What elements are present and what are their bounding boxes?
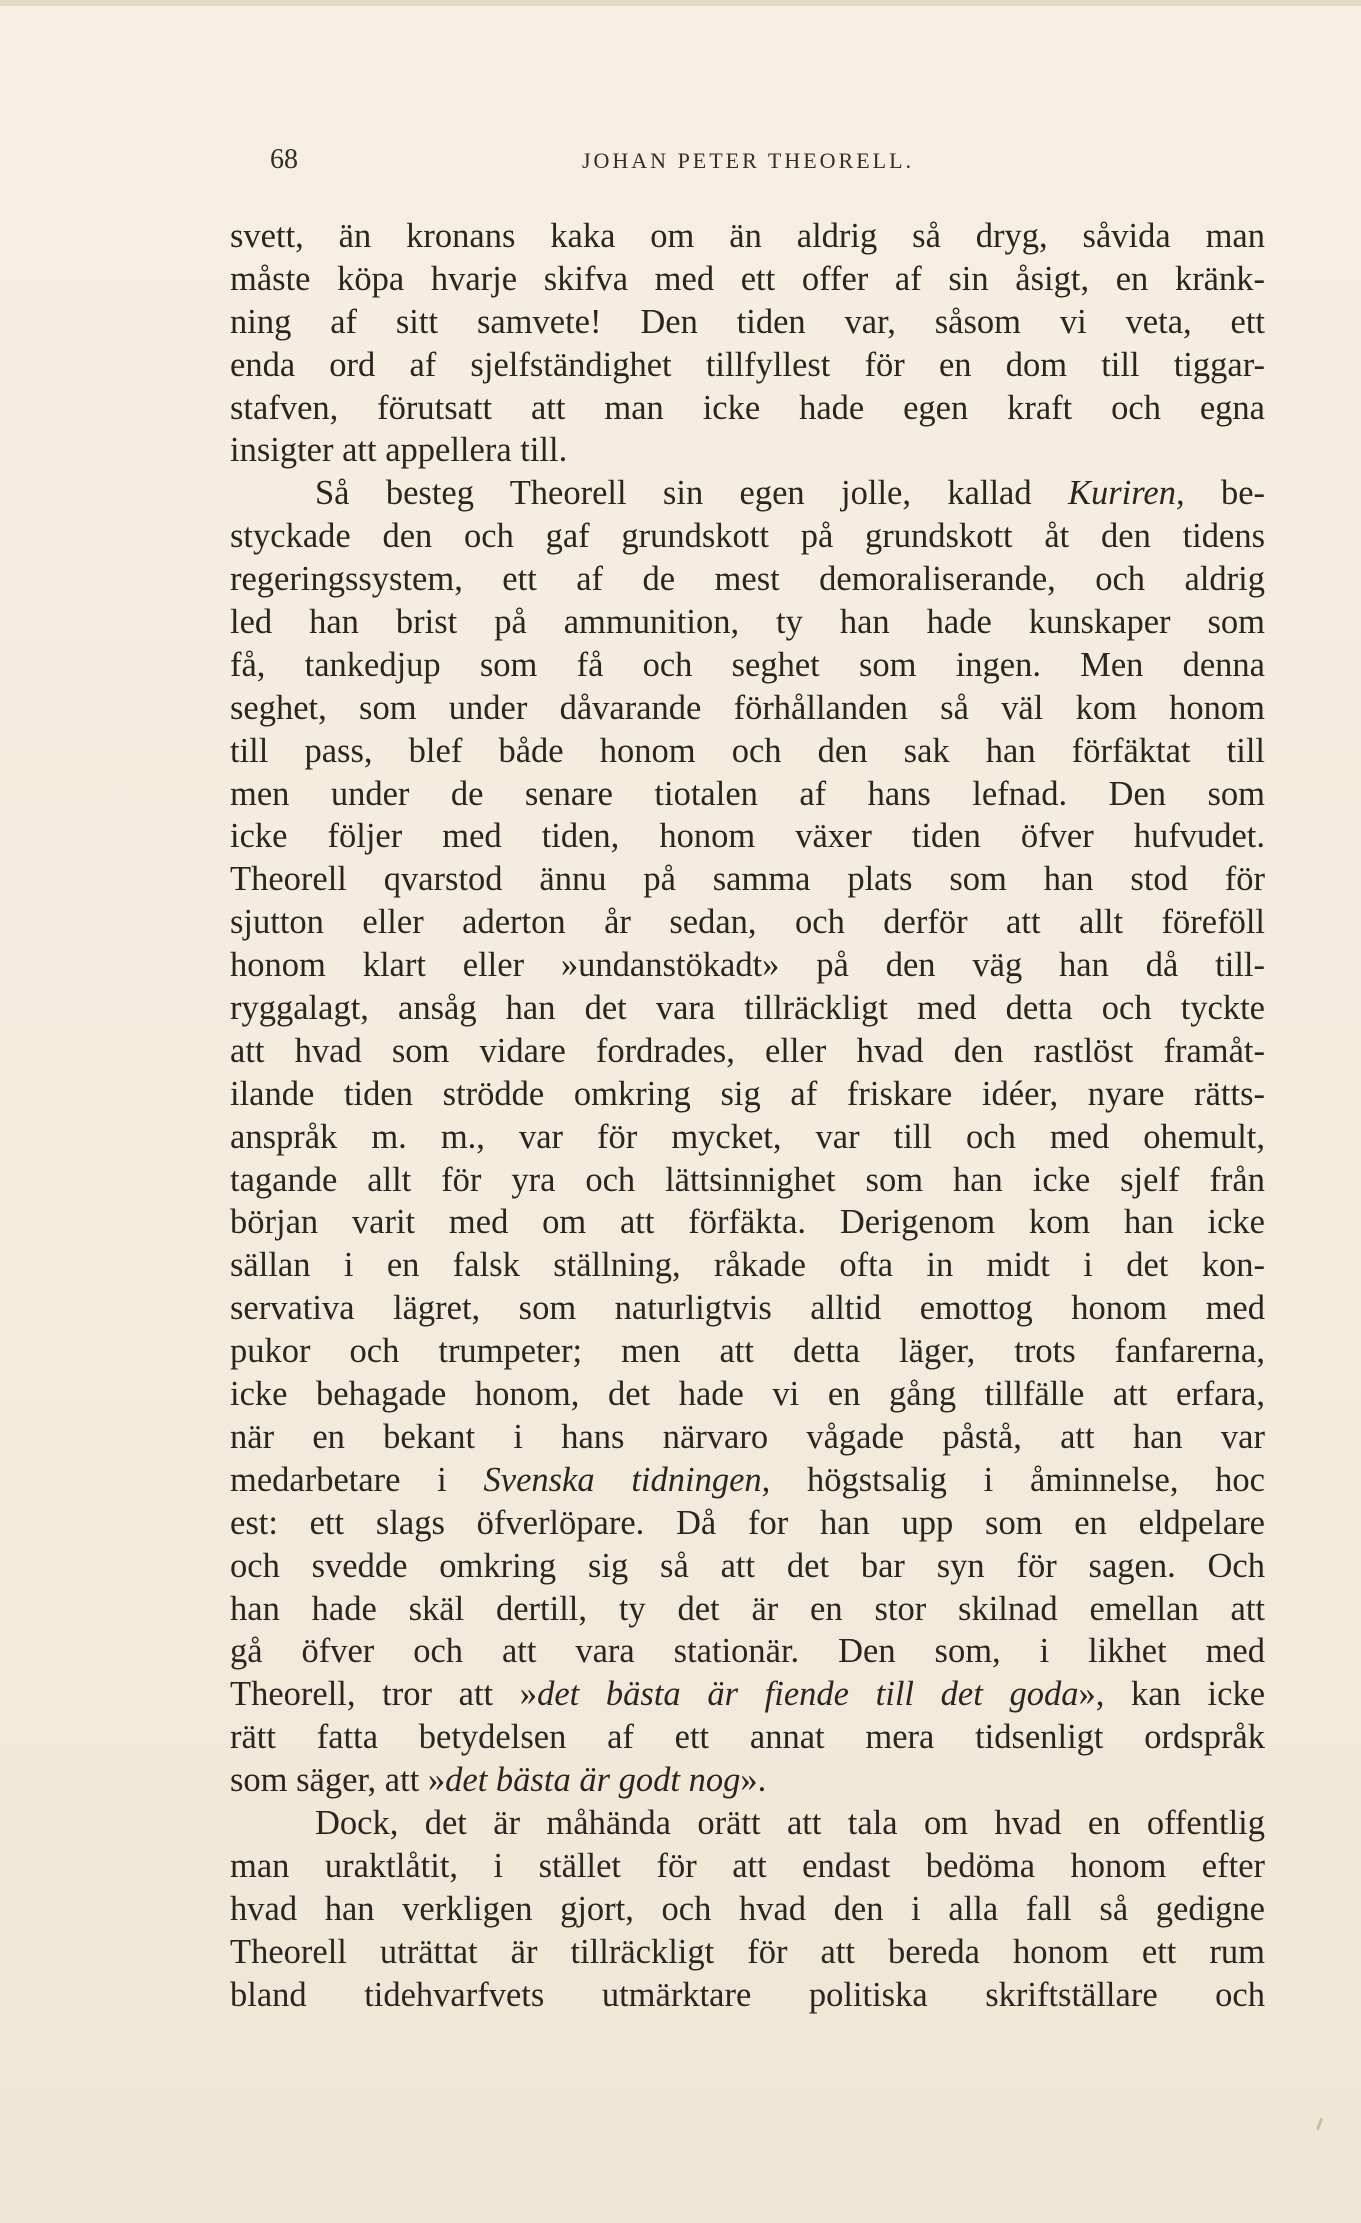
text-run: medarbetare i xyxy=(230,1460,484,1499)
text-run: regeringssystem, ett af de mest demoraliserande, och aldrig xyxy=(230,560,1265,599)
text-line xyxy=(230,1116,1265,1159)
text-run: Theorell qvarstod ännu på samma plats som han stod för xyxy=(230,860,1265,899)
text-line xyxy=(230,1159,1265,1202)
text-line xyxy=(230,944,1265,987)
text-run: svett, än kronans kaka om än aldrig så dryg, såvida man xyxy=(230,217,1265,255)
text-run: när en bekant i hans närvaro vågade påstå, att han var xyxy=(230,1417,1265,1456)
text-run: est: ett slags öfverlöpare. Då for han upp som en eldpelare xyxy=(230,1503,1265,1542)
text-run: stafven, förutsatt att man icke hade egen kraft och egna xyxy=(230,388,1265,427)
text-run: gå öfver och att vara stationär. Den som, i likhet med xyxy=(230,1632,1265,1671)
text-run: ilande tiden strödde omkring sig af friskare idéer, nyare rätts- xyxy=(230,1074,1265,1113)
text-run: pukor och trumpeter; men att detta läger, trots fanfarerna, xyxy=(230,1332,1265,1371)
text-line xyxy=(230,1802,1265,1845)
page-top-edge xyxy=(0,0,1361,6)
text-line xyxy=(230,429,1265,472)
italic-text: det bästa är godt nog xyxy=(445,1761,741,1800)
text-run: hvad han verkligen gjort, och hvad den i alla fall så gedigne xyxy=(230,1889,1265,1928)
text-run: enda ord af sjelfständighet tillfyllest för en dom till tiggar- xyxy=(230,345,1265,384)
running-title: JOHAN PETER THEORELL. xyxy=(581,148,915,173)
text-line xyxy=(230,558,1265,601)
text-run: men under de senare tiotalen af hans lefnad. Den som xyxy=(230,774,1265,813)
text-run: och svedde omkring sig så att det bar syn för sagen. Och xyxy=(230,1546,1265,1585)
text-run: Så besteg Theorell sin egen jolle, kallad xyxy=(315,474,1068,513)
text-run: måste köpa hvarje skifva med ett offer af sin åsigt, en kränk- xyxy=(230,259,1265,298)
text-run: bland tidehvarfvets utmärktare politiska skriftställare och xyxy=(230,1975,1265,2014)
text-line xyxy=(230,344,1265,387)
text-run: Theorell uträttat är tillräckligt för att bereda honom ett rum xyxy=(230,1932,1265,1971)
text-run: », kan icke xyxy=(1078,1675,1266,1714)
text-run: seghet, som under dåvarande förhållanden så väl kom honom xyxy=(230,688,1265,727)
text-line xyxy=(230,387,1265,430)
text-line xyxy=(230,1759,1265,1802)
text-line xyxy=(230,1974,1265,2017)
text-line xyxy=(230,258,1265,301)
text-run: man uraktlåtit, i stället för att endast bedöma honom efter xyxy=(230,1846,1265,1885)
text-run: som säger, att » xyxy=(230,1761,446,1800)
text-line xyxy=(230,1459,1265,1502)
italic-text: Svenska tidningen, xyxy=(483,1460,771,1499)
text-line xyxy=(230,730,1265,773)
text-run: sällan i en falsk ställning, råkade ofta in midt i det kon- xyxy=(230,1246,1265,1285)
text-line xyxy=(230,1416,1265,1459)
text-line xyxy=(230,815,1265,858)
text-run: icke behagade honom, det hade vi en gång tillfälle att erfara, xyxy=(230,1375,1265,1414)
paper-speck xyxy=(1316,2118,1323,2130)
italic-text: Kuriren, xyxy=(1067,474,1185,513)
text-line xyxy=(230,1030,1265,1073)
text-run: styckade den och gaf grundskott på grundskott åt den tidens xyxy=(230,517,1265,556)
text-run: få, tankedjup som få och seghet som ingen. Men denna xyxy=(230,645,1265,684)
text-run: icke följer med tiden, honom växer tiden öfver hufvudet. xyxy=(230,817,1265,856)
text-run: sjutton eller aderton år sedan, och derför att allt föreföll xyxy=(230,903,1265,942)
text-line xyxy=(230,1845,1265,1888)
text-run: servativa lägret, som naturligtvis alltid emottog honom med xyxy=(230,1289,1265,1328)
text-run: ». xyxy=(740,1761,767,1800)
text-line xyxy=(230,1931,1265,1974)
text-line xyxy=(230,901,1265,944)
text-line xyxy=(230,987,1265,1030)
text-line xyxy=(230,1073,1265,1116)
text-line xyxy=(230,773,1265,816)
text-line xyxy=(230,1588,1265,1631)
text-run: rätt fatta betydelsen af ett annat mera tidsenligt ordspråk xyxy=(230,1718,1265,1757)
text-run: anspråk m. m., var för mycket, var till och med ohemult, xyxy=(230,1117,1265,1156)
text-run: början varit med om att förfäkta. Derigenom kom han icke xyxy=(230,1203,1265,1242)
text-run: Theorell, tror att » xyxy=(230,1675,538,1714)
text-line xyxy=(230,601,1265,644)
page-header xyxy=(230,140,1266,180)
italic-text: det bästa är fiende till det goda xyxy=(537,1675,1079,1714)
text-line xyxy=(230,1287,1265,1330)
text-run: be- xyxy=(1184,474,1265,513)
text-line xyxy=(230,515,1265,558)
text-line xyxy=(230,1888,1265,1931)
text-run: ryggalagt, ansåg han det vara tillräckligt med detta och tyckte xyxy=(230,989,1265,1028)
text-run: honom klart eller »undanstökadt» på den väg han då till- xyxy=(230,946,1265,985)
text-line xyxy=(230,1330,1265,1373)
text-line xyxy=(230,1201,1265,1244)
text-run: ning af sitt samvete! Den tiden var, såsom vi veta, ett xyxy=(230,302,1265,341)
text-line xyxy=(230,1244,1265,1287)
text-line xyxy=(230,1502,1265,1545)
text-run: tagande allt för yra och lättsinnighet som han icke sjelf från xyxy=(230,1160,1265,1199)
text-line xyxy=(230,687,1265,730)
text-run: han hade skäl dertill, ty det är en stor skilnad emellan att xyxy=(230,1589,1265,1628)
text-run: att hvad som vidare fordrades, eller hvad den rastlöst framåt- xyxy=(230,1031,1265,1070)
text-line xyxy=(230,1673,1265,1716)
text-line xyxy=(230,644,1265,687)
text-run: Dock, det är måhända orätt att tala om hvad en offentlig xyxy=(315,1803,1265,1842)
text-line xyxy=(230,472,1265,515)
text-line xyxy=(230,858,1265,901)
page-number: 68 xyxy=(270,144,298,175)
text-line xyxy=(230,215,1265,258)
text-line xyxy=(230,1545,1265,1588)
text-run: insigter att appellera till. xyxy=(230,431,568,470)
text-line xyxy=(230,301,1265,344)
text-line xyxy=(230,1630,1265,1673)
text-run: led han brist på ammunition, ty han hade kunskaper som xyxy=(230,603,1265,642)
body-text xyxy=(230,215,1265,2016)
text-line xyxy=(230,1373,1265,1416)
text-run: högstsalig i åminnelse, hoc xyxy=(770,1460,1265,1499)
text-run: till pass, blef både honom och den sak han förfäktat till xyxy=(230,731,1265,770)
text-line xyxy=(230,1716,1265,1759)
